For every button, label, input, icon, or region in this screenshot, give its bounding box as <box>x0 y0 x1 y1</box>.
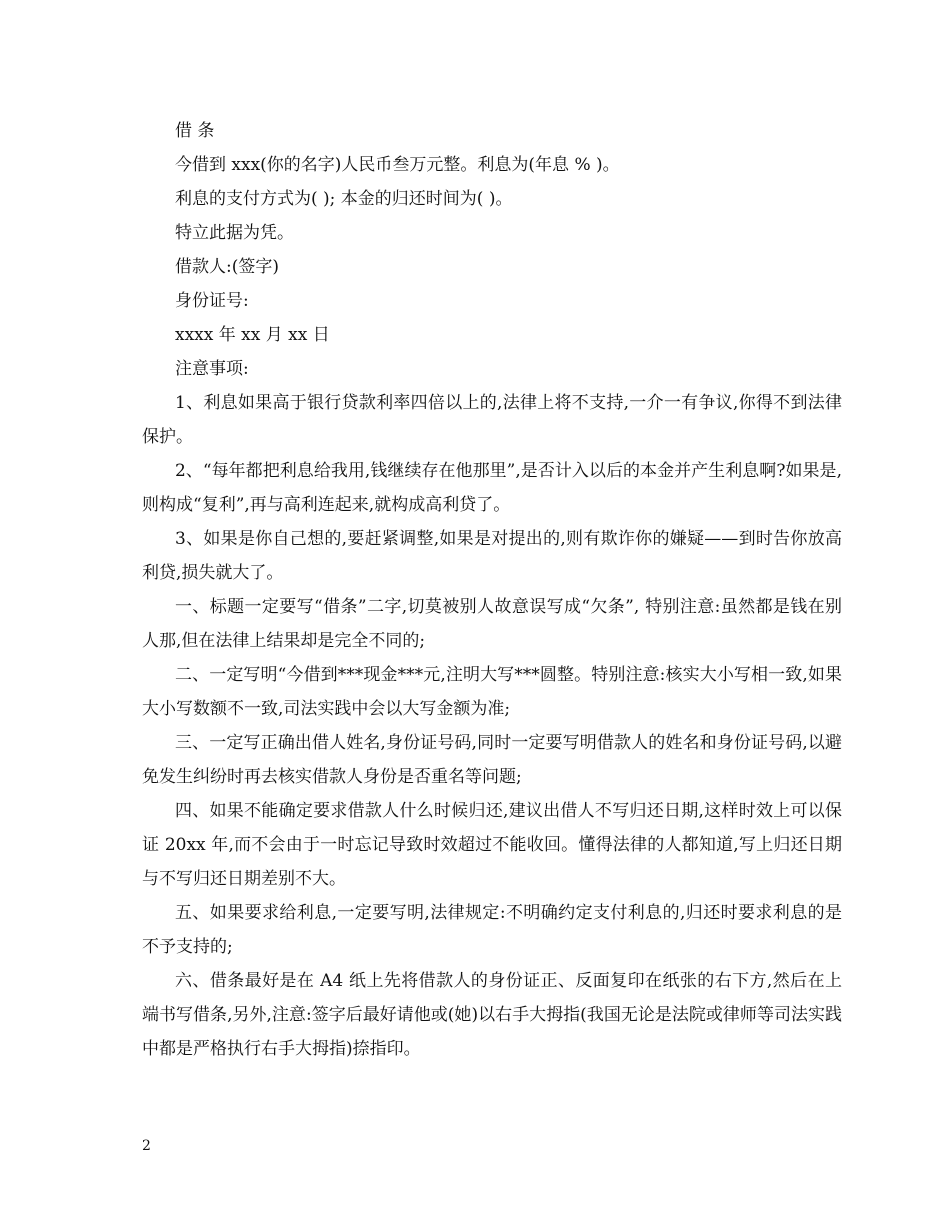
document-body <box>142 114 842 1066</box>
notes-heading: 注意事项: <box>175 359 249 379</box>
note-paragraph-5: 二、一定写明“今借到***现金***元,注明大写***圆整。特别注意:核实大小写相一致,如果大小写数额不一致,司法实践中会以大写金额为准; <box>142 665 842 719</box>
page-number: 2 <box>142 1138 151 1154</box>
iou-title: 借 条 <box>175 121 215 141</box>
note-paragraph-4: 一、标题一定要写“借条”二字,切莫被别人故意误写成“欠条”, 特别注意:虽然都是钱在别人那,但在法律上结果却是完全不同的; <box>142 597 842 651</box>
certification-line: 特立此据为凭。 <box>175 223 294 243</box>
id-number-line: 身份证号: <box>175 291 249 311</box>
note-paragraph-7: 四、如果不能确定要求借款人什么时候归还,建议出借人不写归还日期,这样时效上可以保证 20xx 年,而不会由于一时忘记导致时效超过不能收回。懂得法律的人都知道,写上归还日期与不写归还日期差别不大。 <box>142 801 842 889</box>
loan-statement: 今借到 xxx(你的名字)人民币叁万元整。利息为(年息 % )。 <box>175 155 620 175</box>
note-paragraph-1: 1、利息如果高于银行贷款利率四倍以上的,法律上将不支持,一介一有争议,你得不到法律保护。 <box>142 393 842 447</box>
note-paragraph-6: 三、一定写正确出借人姓名,身份证号码,同时一定要写明借款人的姓名和身份证号码,以避免发生纠纷时再去核实借款人身份是否重名等问题; <box>142 733 842 787</box>
note-paragraph-9: 六、借条最好是在 A4 纸上先将借款人的身份证正、反面复印在纸张的右下方,然后在上端书写借条,另外,注意:签字后最好请他或(她)以右手大拇指(我国无论是法院或律师等司法实践中都是严格执行右手大拇指)捺指印。 <box>142 971 842 1059</box>
note-paragraph-3: 3、如果是你自己想的,要赶紧调整,如果是对提出的,则有欺诈你的嫌疑——到时告你放高利贷,损失就大了。 <box>142 529 842 583</box>
note-paragraph-2: 2、“每年都把利息给我用,钱继续存在他那里”,是否计入以后的本金并产生利息啊?如果是,则构成“复利”,再与高利连起来,就构成高利贷了。 <box>142 461 842 515</box>
borrower-signature-line: 借款人:(签字) <box>175 257 279 277</box>
note-paragraph-8: 五、如果要求给利息,一定要写明,法律规定:不明确约定支付利息的,归还时要求利息的是不予支持的; <box>142 903 842 957</box>
payment-terms: 利息的支付方式为( ); 本金的归还时间为( )。 <box>175 189 513 209</box>
date-line: xxxx 年 xx 月 xx 日 <box>175 325 330 345</box>
